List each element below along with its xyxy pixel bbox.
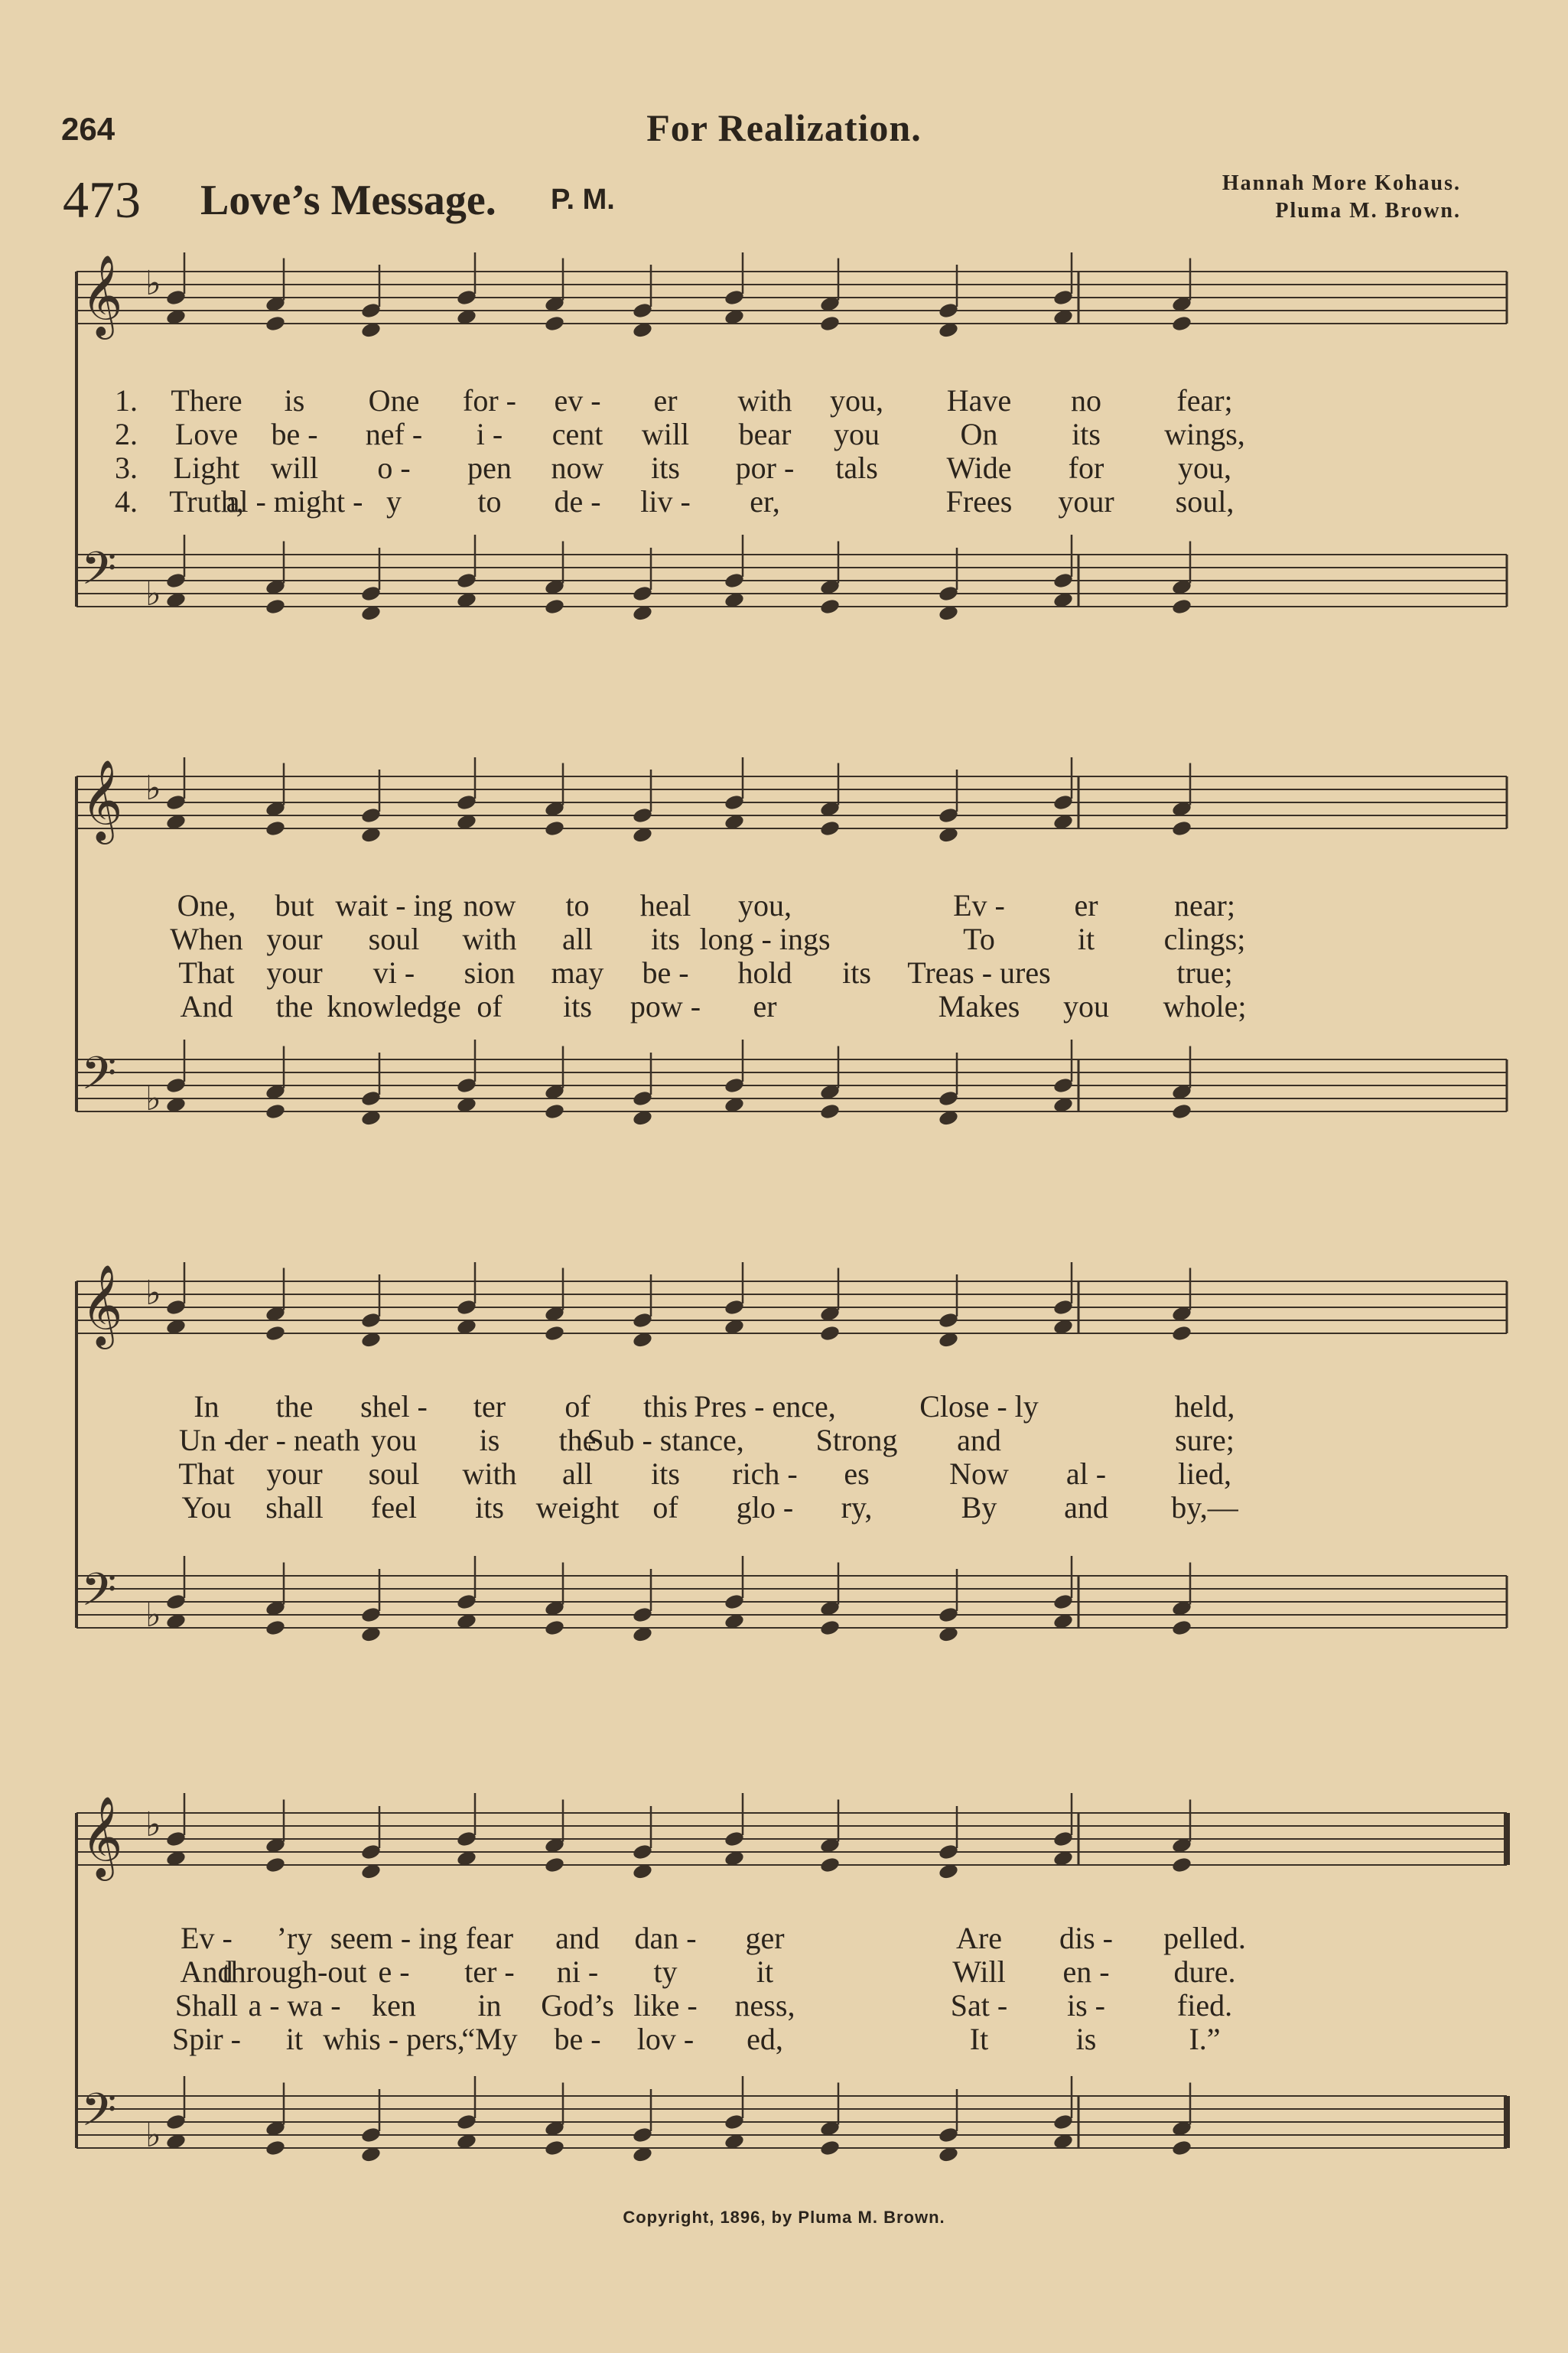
lyric-syllable: soul — [368, 1456, 420, 1491]
verse-line — [61, 1456, 1514, 1489]
verse-line — [61, 955, 1514, 988]
lyric-syllable: ed, — [747, 2022, 783, 2056]
lyric-syllable: cent — [551, 417, 603, 451]
lyric-syllable: true; — [1176, 955, 1233, 990]
lyric-syllable: for - — [463, 383, 516, 418]
notehead — [265, 1856, 286, 1873]
lyric-syllable: will — [641, 417, 690, 451]
lyric-syllable: Now — [949, 1456, 1009, 1491]
lyric-syllable: er — [1074, 888, 1098, 923]
notehead — [1171, 1619, 1192, 1636]
lyric-syllable: is — [1075, 2022, 1097, 2056]
flat-key-signature: ♭ — [145, 1596, 161, 1635]
verse-number: 4. — [115, 484, 138, 519]
lyrics-block — [61, 1388, 1514, 1541]
bass-clef: 𝄢 — [81, 542, 117, 606]
lyric-syllable: ness, — [734, 1988, 795, 2023]
notehead — [819, 597, 841, 615]
notehead — [1171, 1856, 1192, 1873]
composer-credit: Pluma M. Brown. — [1275, 199, 1461, 223]
lyric-syllable: weight — [535, 1490, 620, 1525]
lyric-syllable: Truth, — [169, 484, 244, 519]
lyric-syllable: tals — [835, 451, 878, 485]
verse-line — [61, 921, 1514, 955]
lyric-syllable: der - neath — [229, 1423, 360, 1457]
lyric-syllable: its — [563, 989, 592, 1024]
lyric-syllable: And — [180, 989, 233, 1024]
music-system-2 — [61, 757, 1514, 1155]
lyric-syllable: o - — [377, 451, 411, 485]
lyric-syllable: you — [834, 417, 880, 451]
lyric-syllable: pelled. — [1163, 1921, 1246, 1955]
lyric-syllable: dan - — [634, 1921, 697, 1955]
lyric-syllable: will — [270, 451, 319, 485]
lyric-syllable: rich - — [732, 1456, 798, 1491]
notehead — [265, 1324, 286, 1342]
lyric-syllable: liv - — [640, 484, 691, 519]
lyric-syllable: By — [961, 1490, 997, 1525]
verse-line — [61, 483, 1514, 517]
lyric-syllable: in — [477, 1988, 502, 2023]
verse-line — [61, 1489, 1514, 1523]
notehead — [819, 1619, 841, 1636]
lyric-syllable: its — [1072, 417, 1101, 451]
lyric-syllable: to — [565, 888, 590, 923]
lyric-syllable: al - — [1065, 1456, 1107, 1491]
lyric-syllable: is — [479, 1423, 500, 1457]
credits — [1222, 170, 1461, 225]
notehead — [265, 2139, 286, 2156]
lyric-syllable: shall — [265, 1490, 324, 1525]
lyric-syllable: shel - — [360, 1389, 428, 1424]
lyric-syllable: pen — [467, 451, 512, 485]
lyric-syllable: Are — [956, 1921, 1002, 1955]
lyric-syllable: the — [275, 989, 314, 1024]
lyric-syllable: soul — [368, 922, 420, 956]
flat-key-signature: ♭ — [145, 574, 161, 613]
lyric-syllable: now — [551, 451, 604, 485]
lyric-syllable: ni - — [556, 1954, 599, 1989]
lyric-syllable: Shall — [174, 1988, 239, 2023]
verse-number: 3. — [115, 451, 138, 485]
lyric-syllable: vi - — [372, 955, 415, 990]
lyric-syllable: That — [178, 1456, 235, 1491]
lyric-syllable: nef - — [365, 417, 423, 451]
lyric-syllable: it — [756, 1954, 774, 1989]
lyric-syllable: On — [960, 417, 998, 451]
lyric-syllable: clings; — [1163, 922, 1246, 956]
lyric-syllable: Have — [946, 383, 1012, 418]
lyric-syllable: dis - — [1059, 1921, 1113, 1955]
lyric-syllable: glo - — [736, 1490, 794, 1525]
lyric-syllable: dure. — [1173, 1954, 1236, 1989]
flat-key-signature: ♭ — [145, 769, 161, 808]
notehead — [1171, 597, 1192, 615]
lyric-syllable: for — [1068, 451, 1104, 485]
lyric-syllable: Light — [173, 451, 240, 485]
bass-clef: 𝄢 — [81, 1563, 117, 1627]
lyric-syllable: bear — [738, 417, 792, 451]
notehead — [265, 819, 286, 837]
notehead — [1171, 1324, 1192, 1342]
lyric-syllable: is - — [1067, 1988, 1105, 2023]
lyric-syllable: held, — [1174, 1389, 1235, 1424]
lyric-syllable: ty — [653, 1954, 678, 1989]
lyric-syllable: you, — [1178, 451, 1231, 485]
lyric-syllable: Wide — [946, 451, 1012, 485]
lyric-syllable: feel — [371, 1490, 417, 1525]
lyric-syllable: long - ings — [699, 922, 831, 956]
hymn-title: Love’s Message. — [200, 177, 496, 224]
lyric-syllable: of — [652, 1490, 678, 1525]
notehead — [544, 819, 565, 837]
lyrics-block — [61, 382, 1514, 535]
lyric-syllable: may — [551, 955, 604, 990]
lyric-syllable: por - — [735, 451, 795, 485]
lyric-syllable: its — [842, 955, 871, 990]
lyric-syllable: e - — [378, 1954, 410, 1989]
flat-key-signature: ♭ — [145, 2116, 161, 2155]
lyric-syllable: and — [1064, 1490, 1108, 1525]
hymn-number: 473 — [63, 171, 141, 229]
flat-key-signature: ♭ — [145, 1805, 161, 1844]
lyric-syllable: ter — [473, 1389, 506, 1424]
lyric-syllable: i - — [476, 417, 503, 451]
lyric-syllable: its — [475, 1490, 504, 1525]
lyrics-block — [61, 1920, 1514, 2073]
lyric-syllable: your — [266, 955, 323, 990]
lyric-syllable: I.” — [1189, 2022, 1221, 2056]
lyric-syllable: One, — [177, 888, 236, 923]
lyric-syllable: ’ry — [276, 1921, 313, 1955]
verse-line — [61, 1920, 1514, 1954]
lyric-syllable: y — [386, 484, 402, 519]
verse-line — [61, 416, 1514, 450]
lyric-syllable: al - might - — [226, 484, 363, 519]
lyric-syllable: Ev - — [953, 888, 1005, 923]
lyric-syllable: wings, — [1164, 417, 1245, 451]
lyric-syllable: be - — [642, 955, 689, 990]
lyric-syllable: through-out — [222, 1954, 367, 1989]
lyric-syllable: you, — [738, 888, 792, 923]
lyric-syllable: You — [181, 1490, 232, 1525]
treble-clef: 𝄞 — [81, 1264, 123, 1346]
notehead — [819, 819, 841, 837]
lyric-syllable: ry, — [841, 1490, 873, 1525]
bass-clef: 𝄢 — [81, 1046, 117, 1111]
lyric-syllable: its — [651, 1456, 680, 1491]
notehead — [1171, 2139, 1192, 2156]
lyric-syllable: a - wa - — [248, 1988, 341, 2023]
lyric-syllable: er — [753, 989, 777, 1024]
lyric-syllable: by,— — [1171, 1490, 1238, 1525]
flat-key-signature: ♭ — [145, 1274, 161, 1313]
notehead — [1171, 314, 1192, 332]
lyric-syllable: And — [180, 1954, 233, 1989]
lyric-syllable: pow - — [629, 989, 701, 1024]
lyric-syllable: of — [477, 989, 503, 1024]
lyric-syllable: sure; — [1175, 1423, 1235, 1457]
notehead — [819, 1102, 841, 1120]
notehead — [265, 1102, 286, 1120]
treble-clef: 𝄞 — [81, 254, 123, 336]
lyric-syllable: fear; — [1176, 383, 1233, 418]
notehead — [544, 2139, 565, 2156]
lyric-syllable: There — [171, 383, 242, 418]
music-system-1 — [61, 252, 1514, 650]
lyric-syllable: lov - — [636, 2022, 695, 2056]
flat-key-signature: ♭ — [145, 1079, 161, 1118]
notehead — [819, 2139, 841, 2156]
lyric-syllable: Sat - — [950, 1988, 1008, 2023]
verse-line — [61, 382, 1514, 416]
lyric-syllable: Will — [952, 1954, 1006, 1989]
lyric-syllable: seem - ing — [330, 1921, 458, 1955]
lyric-syllable: de - — [554, 484, 601, 519]
verse-number: 1. — [115, 383, 138, 418]
lyric-syllable: er, — [750, 484, 780, 519]
notehead — [265, 597, 286, 615]
lyric-syllable: One — [368, 383, 420, 418]
lyric-syllable: Treas - ures — [907, 955, 1051, 990]
lyric-syllable: Frees — [945, 484, 1013, 519]
lyric-syllable: Sub - stance, — [587, 1423, 744, 1457]
notehead — [544, 1102, 565, 1120]
running-head: For Realization. — [646, 106, 922, 149]
lyric-syllable: your — [1058, 484, 1114, 519]
lyric-syllable: this — [643, 1389, 688, 1424]
lyric-syllable: hold — [737, 955, 792, 990]
lyric-syllable: it — [1077, 922, 1095, 956]
notehead — [544, 314, 565, 332]
notehead — [544, 597, 565, 615]
lyric-syllable: That — [178, 955, 235, 990]
notehead — [544, 1324, 565, 1342]
lyric-syllable: Ev - — [181, 1921, 233, 1955]
lyric-syllable: Pres - ence, — [694, 1389, 836, 1424]
lyric-syllable: To — [963, 922, 995, 956]
notehead — [544, 1856, 565, 1873]
lyric-syllable: is — [284, 383, 305, 418]
lyric-syllable: fear — [465, 1921, 514, 1955]
lyric-syllable: er — [653, 383, 678, 418]
lyric-syllable: ken — [372, 1988, 416, 2023]
notehead — [819, 1324, 841, 1342]
lyric-syllable: your — [266, 1456, 323, 1491]
notehead — [819, 314, 841, 332]
lyric-syllable: ger — [745, 1921, 785, 1955]
notehead — [1171, 1102, 1192, 1120]
lyric-syllable: be - — [271, 417, 318, 451]
lyric-syllable: with — [737, 383, 792, 418]
lyric-syllable: your — [266, 922, 323, 956]
lyric-syllable: wait - ing — [335, 888, 453, 923]
lyric-syllable: lied, — [1178, 1456, 1231, 1491]
notehead — [265, 1619, 286, 1636]
lyric-syllable: of — [564, 1389, 590, 1424]
lyric-syllable: with — [462, 1456, 517, 1491]
lyric-syllable: It — [969, 2022, 989, 2056]
notehead — [819, 1856, 841, 1873]
lyric-syllable: es — [844, 1456, 870, 1491]
treble-clef: 𝄞 — [81, 1795, 123, 1877]
lyric-syllable: knowledge — [327, 989, 461, 1024]
lyric-syllable: all — [562, 1456, 593, 1491]
lyric-syllable: God’s — [541, 1988, 614, 2023]
lyric-syllable: you — [1063, 989, 1109, 1024]
lyric-syllable: Spir - — [172, 2022, 241, 2056]
lyric-syllable: and — [555, 1921, 600, 1955]
lyric-syllable: all — [562, 922, 593, 956]
verse-line — [61, 887, 1514, 921]
bass-clef: 𝄢 — [81, 2083, 117, 2147]
lyric-syllable: you, — [830, 383, 883, 418]
verse-line — [61, 988, 1514, 1022]
lyric-syllable: Makes — [938, 989, 1020, 1024]
lyric-syllable: with — [462, 922, 517, 956]
lyric-syllable: the — [558, 1423, 597, 1457]
lyric-syllable: In — [194, 1389, 220, 1424]
lyric-syllable: like - — [633, 1988, 698, 2023]
lyric-syllable: ter - — [464, 1954, 515, 1989]
lyric-syllable: no — [1071, 383, 1101, 418]
music-system-3 — [61, 1262, 1514, 1691]
lyric-syllable: to — [477, 484, 502, 519]
verse-line — [61, 1422, 1514, 1456]
lyric-syllable: near; — [1174, 888, 1235, 923]
lyric-syllable: heal — [639, 888, 691, 923]
flat-key-signature: ♭ — [145, 264, 161, 303]
author-credit: Hannah More Kohaus. — [1222, 171, 1461, 195]
lyric-syllable: it — [285, 2022, 304, 2056]
lyric-syllable: Un - — [178, 1423, 235, 1457]
lyric-syllable: sion — [464, 955, 516, 990]
lyric-syllable: Close - ly — [919, 1389, 1039, 1424]
page-number: 264 — [61, 111, 115, 147]
lyric-syllable: be - — [554, 2022, 601, 2056]
verse-line — [61, 1987, 1514, 2021]
notehead — [1171, 819, 1192, 837]
lyric-syllable: the — [275, 1389, 314, 1424]
lyric-syllable: When — [170, 922, 243, 956]
lyric-syllable: its — [651, 451, 680, 485]
verse-line — [61, 2021, 1514, 2055]
lyric-syllable: Love — [174, 417, 239, 451]
verse-line — [61, 1954, 1514, 1987]
verse-line — [61, 1388, 1514, 1422]
lyric-syllable: whole; — [1163, 989, 1247, 1024]
lyric-syllable: now — [463, 888, 516, 923]
copyright-notice: Copyright, 1896, by Pluma M. Brown. — [623, 2208, 945, 2227]
lyric-syllable: ev - — [554, 383, 601, 418]
lyric-syllable: and — [957, 1423, 1001, 1457]
lyric-syllable: en - — [1062, 1954, 1110, 1989]
notehead — [544, 1619, 565, 1636]
lyric-syllable: fied. — [1176, 1988, 1233, 2023]
lyric-syllable: Strong — [815, 1423, 898, 1457]
lyrics-block — [61, 887, 1514, 1040]
lyric-syllable: soul, — [1175, 484, 1235, 519]
lyric-syllable: its — [651, 922, 680, 956]
lyric-syllable: whis - pers, — [323, 2022, 465, 2056]
music-system-4 — [61, 1767, 1514, 2195]
lyric-syllable: but — [275, 888, 314, 923]
meter: P. M. — [551, 184, 615, 216]
verse-line — [61, 450, 1514, 483]
treble-clef: 𝄞 — [81, 759, 123, 841]
verse-number: 2. — [115, 417, 138, 451]
lyric-syllable: “My — [461, 2022, 518, 2056]
notehead — [265, 314, 286, 332]
lyric-syllable: you — [371, 1423, 417, 1457]
